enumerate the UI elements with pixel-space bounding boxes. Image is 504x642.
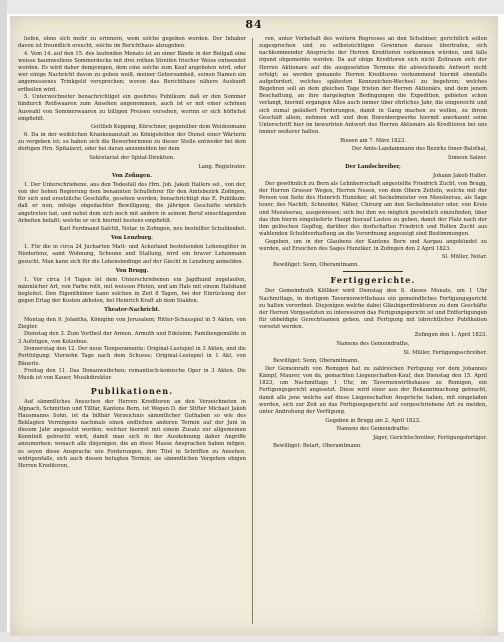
signature-line: Johann Jakob Haller. xyxy=(433,172,487,179)
paragraph: 6. Da in der weiblichen Krankenanstalt zu Königsfelden der Dienst einer Wärterin zu vergeben ist; so haben sich die Bewerberinnen zu dieser Stelle entweder bei dem dortigen Hrn. Spitalarzt, oder bei daran anzumelden bei dem xyxy=(18,132,246,153)
paragraph: Montag den 9. Jolantha, Königinn von Jerusalem; Ritter-Schauspiel in 5 Akten, von Ziegler. xyxy=(18,316,246,330)
approval-line: Bewilliget: Belart, Oberamtmann. xyxy=(273,442,362,449)
paragraph: 1. Der Unterschriebene, aus den Todesfall des Hrn. Joh. Jakob Hallers sel., von der, von der hohen Regierung dem benannten Schullehrer für den Amtsbezirk Zofingen, für sich und ersetzliche Geschäfte, gesehen worden; benachrichtigt das E. Publikum: daß er nun, infolge obgedachter Bewilligung, die jährigen Geschäfte wirklich angetreten hat, und nebst dem sich noch mit andern in seinem Beruf einschlagenden Arbeiten befaßt; welche er sich hiermit bestens empfiehlt. xyxy=(18,181,246,224)
signature-line: Jäger, Gerichtschreiber, Fertigungsfertiger. xyxy=(373,434,487,441)
centered-line: Namens des Gemeindraths: xyxy=(336,426,410,433)
signature-line: Simeon Salzer. xyxy=(448,154,487,161)
signature-line: Lang. Registrator. xyxy=(198,163,246,170)
approval-line: Bewilliget: Senn, Oberamtmann. xyxy=(273,357,359,364)
section-title: Publikationen. xyxy=(90,385,174,396)
paragraph: ren, unter Vorbehalt des weitern Regresses an den Schuldner, gerichtlich sollen zugesprochen und zu selbstsüchtigen Gewinnen daraus übertrafen, sich nachkommender Anspruche der Herren Kreditoren vorkommen würden, und falls irgend obgemeinte werden. Da auf obige Kreditoren sich nicht Zeitraum sich der Herren Aktionare auf die ausgesetzten Termine die abweichende Antwort nicht erfolgt; so werden genannte Herren Kreditoren vorkommend hiermit ebenfalls aufgefordert, welches spätesten Kennzeichen-Wechsel zu begehren; welches Begehren soll an dem gleichen Tage fristen der Herren Aktionärs, und dem jenem Beschaftung, an ihre dargelegten Bedingungen die Expedition, gebieten schon verlangt, hiermit ergangen Alles auch immer über ehrliches Jahr, die eingereicht und sich zumal geäußert Forderungen, damit in Gang machen zu wollen, zu ihrem Geschäft allein, nehmen will und dem Burenbergwerke hiermit anerkannt seine Unterschrift hier im bewerbten Antwort des Herren Aktionärs als Kreditoren bei uns immer weiterer halten. xyxy=(259,36,487,136)
approval-line: Bewilliget: Senn, Oberamtmann. xyxy=(273,262,359,269)
paragraph: 1. Vor circa 14 Tagen ist dem Unterschriebenen ein Jagdhund zugelaufen, männlicher Art, von Farbe roth, mit weissen Pfoten, und am Hals mit einem Halsband begleitet. Den Eigenthümer kann solchen in Zeit 8 Tagen, bei der Einrückung der gegen Erlag der Kosten abholen, bei Heinrich Kraft ab dem Stalden. xyxy=(18,276,246,305)
right-text-column xyxy=(259,36,487,626)
signature-line: Sl. Müller, Fertigungsschreiber. xyxy=(403,349,487,356)
paragraph: Der Gemeindrath Kölliker wird Dienstag den 8. dieses Monats, um 1 Uhr Nachmittags, in dortigem Tavernenwirthshaus ein gemeindliches Fertigungsgericht zu halten verordnet. Diejenigen welche dabei Gläubigerdirektoren zu dem Geschäfte der Herren Vorgesetzten zu interessiren das Fertigungsgericht ist und Entfertigungen für obbeldigte Gerechtsamen geben, und Fertigung mit lobrichtlicher Publikation vorsetzt werden. xyxy=(259,288,487,331)
section-heading: Von Zofingen. xyxy=(112,172,152,179)
centered-line: Namens des Gemeindraths, xyxy=(336,340,410,347)
signature-line: Sl. Müller, Notar. xyxy=(441,254,487,261)
section-heading: Der Landschreiber, xyxy=(345,163,401,170)
paragraph: 1. Für die in circa 24 Jucharten Matt- und Ackerland bestehenden Lehensgüter in Niederlenz, samt Wohnung, Scheune und Stallung, wird ein braver Lehenmann gesucht. Man kann sich für die Lehensbedinge auf der Giecht in Lenzburg anmelden. xyxy=(18,244,246,265)
section-heading: Von Brugg. xyxy=(115,267,149,274)
centered-line: Riesen am 7. März 1823. xyxy=(340,137,406,144)
divider xyxy=(343,271,403,272)
signature-line: Zofingen den 1. April 1823. xyxy=(414,332,487,339)
paragraph: Auf sämmtliches Ansuchen der Herren Kreditoren an den Verzeichneten in Alpnach, Schmitten und Tillfar, Kantons Bern, ist Wegen D. der Stifter Michael Jakob Hausmanns Sohn, ist da bißhär Verzeichnis sämmtlicher Guthaben so wie des Beklagten Vermögens nachmals einen endlichen anderen Termin auf der Juni in diesem Jahr angesetzt worden; welcher hiermit mit einem Zusatz zur allgemeinen Kenntniß gebracht wird, damit man sich in der Ausdehnung daher Angriffe anzumerken; wonach alle diejenigen, die an diese Masse Ansprachen haben mögen, es seyen diese Ansprache wie Forderungen, ihre Titel in Schriften zu Ansehen, widrigenfalls, sich auch diesen befugten Termin; sie sämmtlichen Vergehen obigen Herren Kreditoren, xyxy=(18,398,246,469)
centered-line: Gegeben in Brugg am 2. April 1823. xyxy=(325,417,421,424)
centered-line: Sekretariat der Spital-Direktion. xyxy=(89,155,175,161)
viewer-left-edge xyxy=(0,0,7,642)
left-text-column xyxy=(18,36,246,626)
signature-line: Gottlieb Kopping, Kürschner, gegenüber dem Weidenmann xyxy=(90,123,246,130)
signature-line: Der Amts-Landammann des Bezirks Inner-Balsthal, xyxy=(351,146,487,153)
paragraph: Der Gemeinrath von Remigen hat zu zahlreichen Fertigung vor dem Johannes Kämpf, Maurer, von da, gemachten Liegenschaften-Kauf, den Dienstag den 15. April 1823, um Nachmittags 1 Uhr, im Tavernenwirthshause zu Remigen, ein Fertigungsgericht angesetzt. Diese wird einer aus der Bekanntmachung gebracht, damit alle jene welche auf diese Liegenschaften Ansprüche haben, mit eingeladen werden, sich zur Zeit an das Fertigungsgericht auf vorgeschriebene Art zu melden, unter Androhung der Verfügung. xyxy=(259,365,487,415)
section-heading: Theater-Nachricht. xyxy=(104,307,160,314)
paragraph: Der gewöhnlich zu Bern als Lehnherrschaft angestellte Friedrich Zucht, von Brugg, der Herren Grosser Wegen, Herren Nesen, von dem Obern Zetteln, welche mit der Person von Seite des Heinrich Hunziker, alt Seckelmeister von Moosleerau, als Sage teuer, des Nachtb, Schneider, Näher, Chirurg am den Seckelmeister oder, von Kreis und Moosleerau, ausgewiesen; sich bei ihm wo möglich persönlich einzufinden, über das ihm hierin eingelieferte Haupt hierauf Lasten zu geben, damit der Platz nach der ihm gelöschen Gepflog, darüber des dorfschaften Friedrich und Rollen Zucht aus wahlenden Schuldverhaftung an die Verordnung angezeigt sind Bestimmungen. xyxy=(259,180,487,238)
signature-line: Karl Ferdinand Salchli, Notar, in Zofingen, neu bestellter Schuldenbot. xyxy=(59,225,246,232)
paragraph: 4. Vom 14. auf den 15. des laufenden Monats ist an einer Bände in der Beilgaß eine weisse baumwollene Sommerdecke mit drei rothen Streifen frischer Weise entwendet worden. Es wird daher demjenigen, dem eine solche zum Kauf angeboten wird, oder wer einige Nachricht davon zu geben weiß, meiner Gehorsamkeit, seinen Namen ein angemessenes Trinkgeld versprochen; wovon das Berichthaus nähere Auskunft ertheilen wird. xyxy=(18,50,246,93)
viewer-top-bar xyxy=(0,0,504,14)
section-heading: Von Lenzburg. xyxy=(111,235,153,242)
document-page xyxy=(10,16,498,636)
paragraph: 5. Unterzeichneter benachrichtiget ein geehrtes Publikum: daß er den Sommer hindurch Reißwaaren zum Ansehen angenommen, auch ist er mit einer schönen Auswahl von Sommerwaaren zu billigen Preisen versehen, worinn er sich höflichst empfiehlt. xyxy=(18,94,246,122)
section-title: Fertiggerichte. xyxy=(330,275,416,286)
paragraph: Gegeben, um in der Glaubens der Kantons Bern und Aargau angekündet zu werden, auf Ersuchen des Sages Hunziker, in Zofingen den 2 April 1823. xyxy=(259,238,487,252)
paragraph: Dienstag den 3. Zum Vortheil der Armen. Armuth und Edelsinn; Familiengemälde in 3 Aufzügen, von Kotzebue. xyxy=(18,331,246,345)
paragraph: Freitag den 11. Das Donauweibchen; romantisch-komische Oper in 3 Akten. Die Musik ist von Kauer, Musikdirektor. xyxy=(18,368,246,382)
column-divider xyxy=(252,38,253,624)
paragraph: liefen, ohne sich mehr zu erinnern, wem solche gegeben worden. Der Inhaber davon ist freundlich ersucht, solche im Berichthaus abzugeben. xyxy=(18,36,246,50)
page-number: 84 xyxy=(245,18,263,31)
paragraph: Donnerstag den 12. Der neue Temperamente; Original-Lustspiel in 3 Akten, und die Portfolgung: Vierzehn Tage nach dem Schusse; Original-Lustspiel in 1 Akt, von Bäuerle. xyxy=(18,346,246,367)
